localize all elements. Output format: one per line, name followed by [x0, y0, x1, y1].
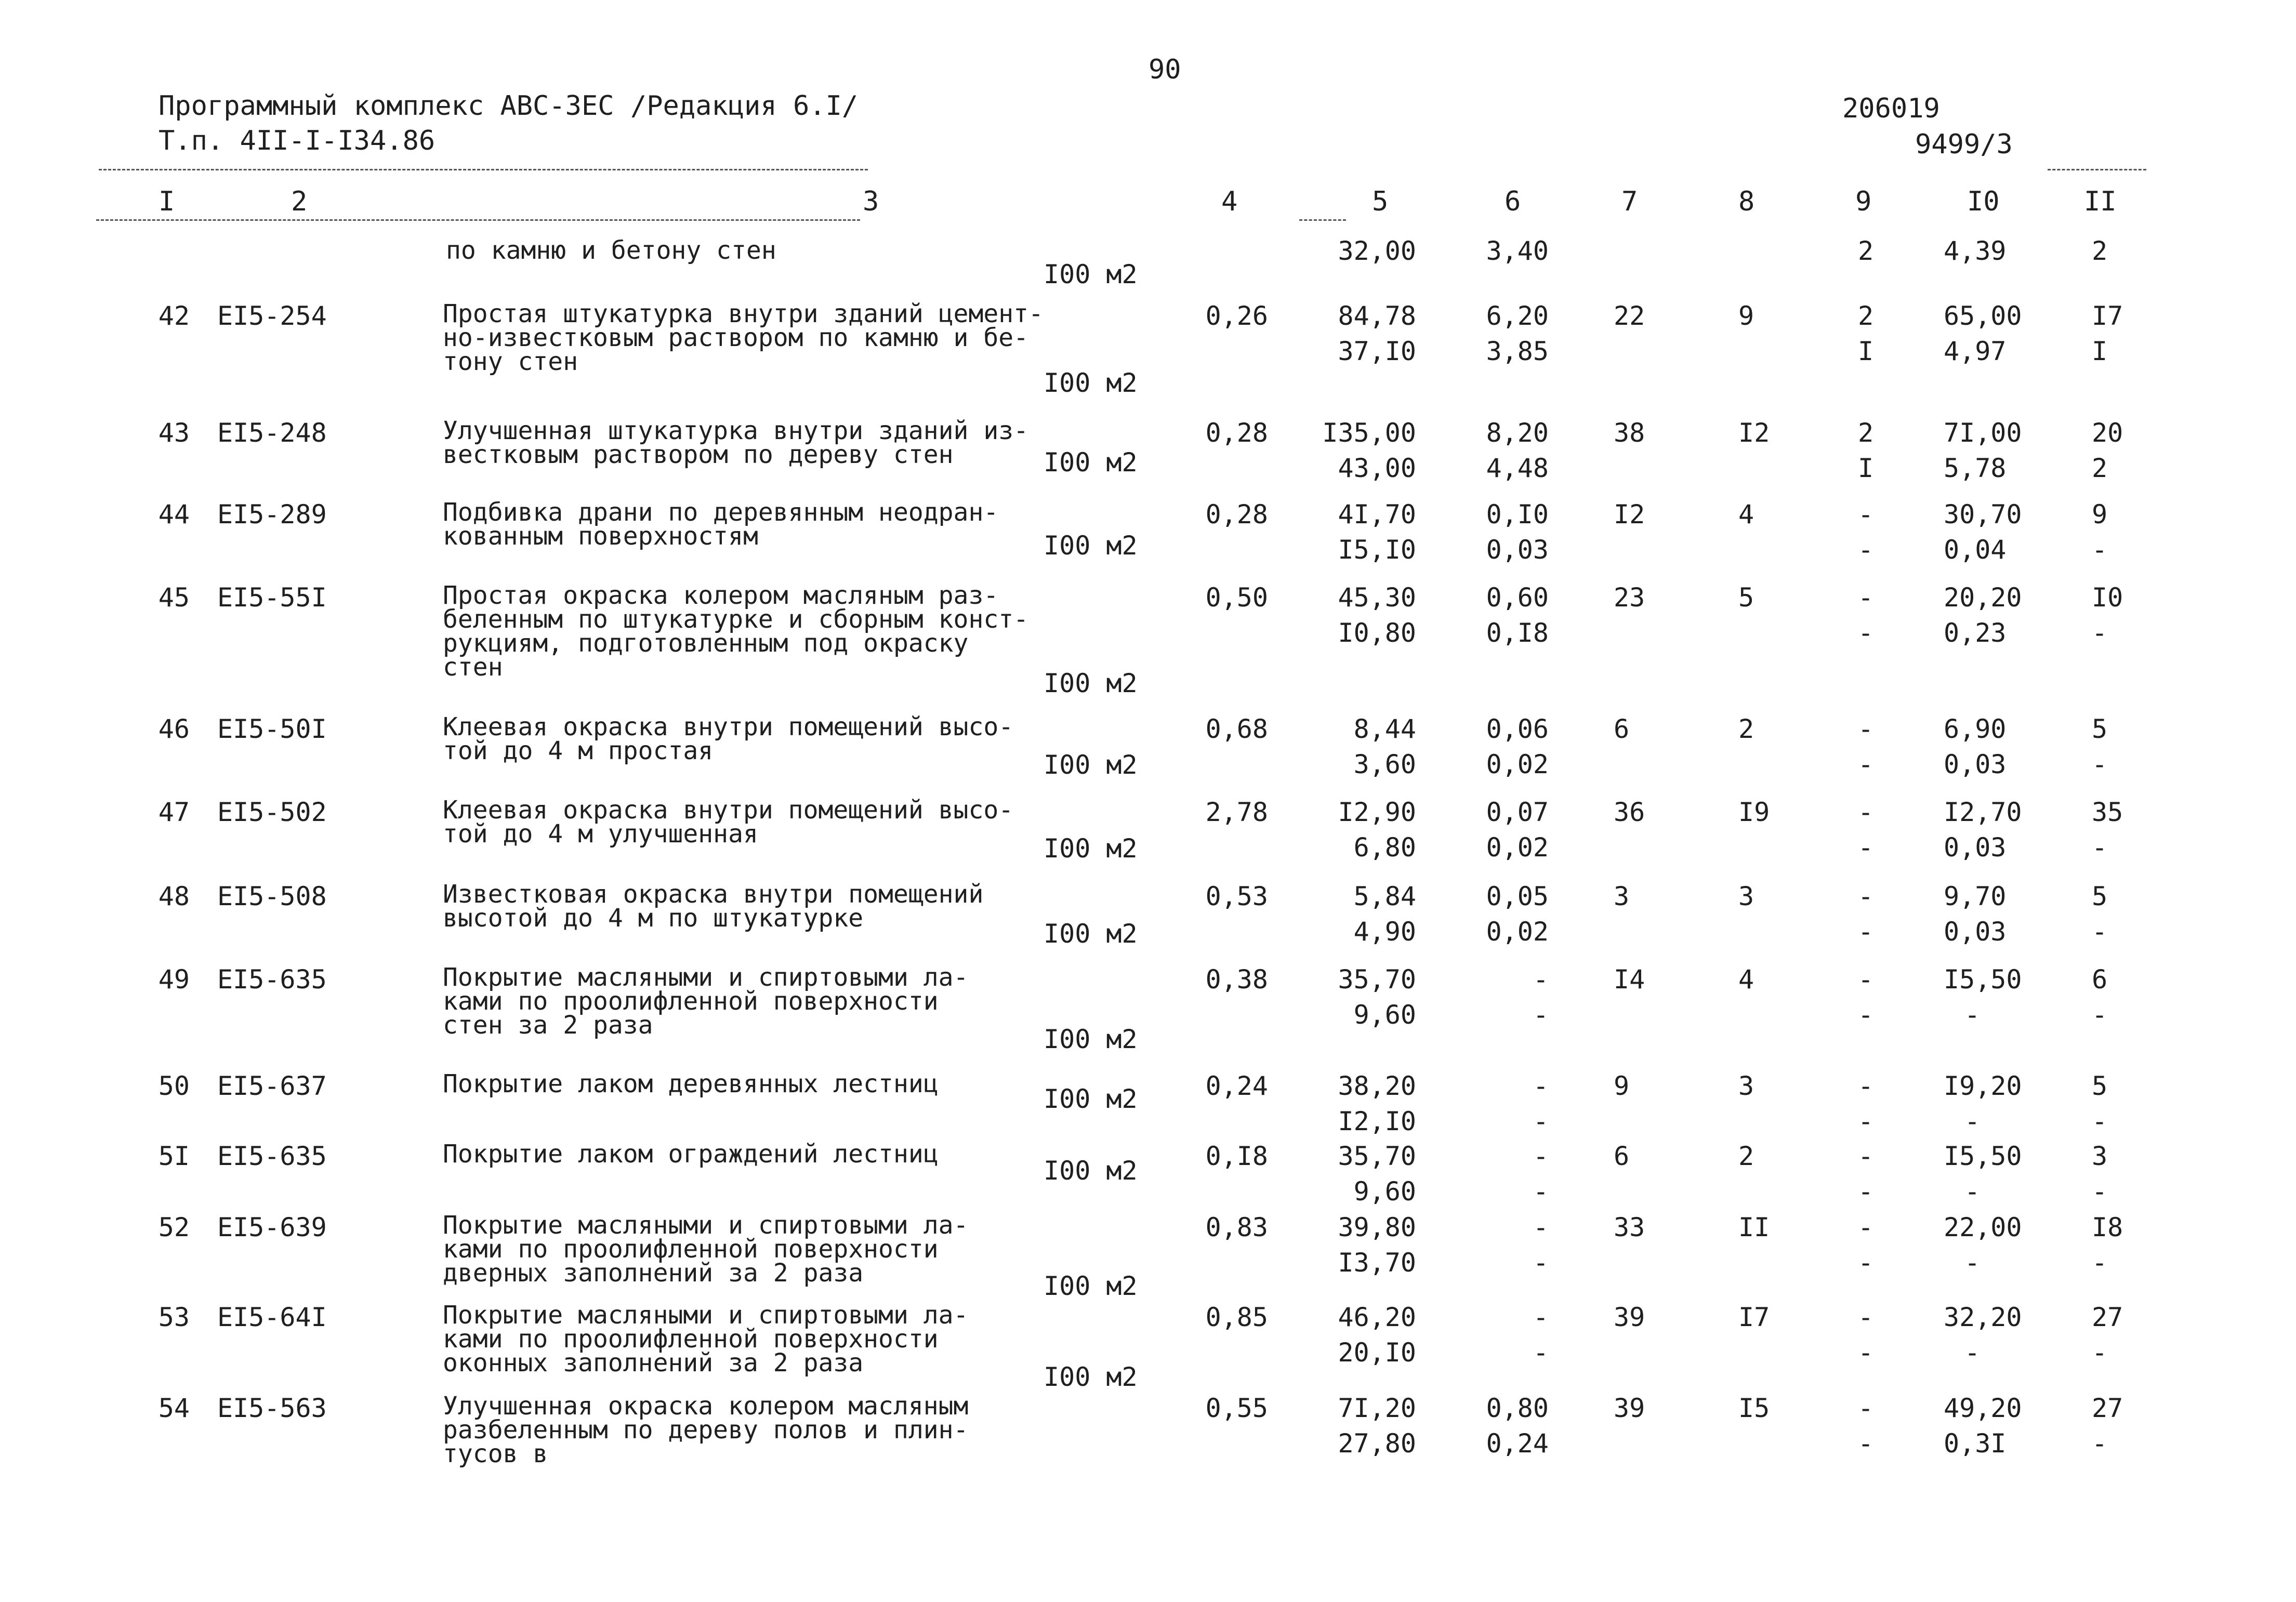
row-number: 49 — [158, 964, 190, 995]
program-title: Программный комплекс АВС-ЗЕС /Редакция 6.I/ — [159, 90, 859, 122]
row-unit: I00 м2 — [1044, 531, 1138, 561]
row-c11: - — [2092, 749, 2108, 779]
row-c10: 5,78 — [1944, 453, 2007, 483]
row-c6: - — [1533, 1338, 1549, 1368]
row-c9: - — [1858, 1071, 1874, 1101]
row-c11: - — [2092, 1338, 2108, 1368]
row-c11: - — [2092, 1176, 2108, 1207]
row-c9: - — [1858, 1141, 1874, 1171]
row-c11: 20 — [2092, 418, 2123, 448]
row-c6: 0,07 — [1486, 797, 1549, 827]
row-c11: 6 — [2092, 964, 2108, 995]
row-c10: 0,03 — [1944, 749, 2007, 779]
row-c4: 0,28 — [1205, 418, 1268, 448]
row-c11: I0 — [2092, 582, 2123, 613]
continuation-description: по камню и бетону стен — [446, 236, 776, 265]
row-c10: 65,00 — [1944, 301, 2022, 331]
row-c11: I — [2092, 336, 2108, 366]
column-header-6: 6 — [1505, 186, 1521, 217]
row-c9: - — [1858, 797, 1874, 827]
row-c7: 38 — [1614, 418, 1645, 448]
row-description: Известковая окраска внутри помещений высотой до 4 м по штукатурке — [443, 880, 984, 933]
row-c10: 6,90 — [1944, 714, 2007, 744]
row-c10: I9,20 — [1944, 1071, 2022, 1101]
row-c8: 4 — [1738, 964, 1754, 995]
column-header-9: 9 — [1855, 186, 1872, 217]
row-c11: 5 — [2092, 881, 2108, 911]
row-c9: - — [1858, 582, 1874, 613]
row-c10: 9,70 — [1944, 881, 2007, 911]
continuation-unit: I00 м2 — [1044, 259, 1138, 289]
row-number: 43 — [158, 418, 190, 448]
row-number: 45 — [158, 582, 190, 613]
row-c10: 4,97 — [1944, 336, 2007, 366]
row-c10: 22,00 — [1944, 1212, 2022, 1242]
row-c5: 4I,70 — [1338, 499, 1416, 529]
row-unit: I00 м2 — [1044, 447, 1138, 478]
row-c9: - — [1858, 1176, 1874, 1207]
row-c9: 2 — [1858, 418, 1874, 448]
row-description: Покрытие масляными и спиртовыми ла- ками по проолифленной поверхности дверных заполнений за 2 раза — [443, 1211, 969, 1288]
row-c8: I5 — [1738, 1393, 1770, 1423]
row-number: 54 — [158, 1393, 190, 1423]
row-c11: - — [2092, 618, 2108, 648]
row-description: Простая штукатурка внутри зданий цемент- но-известковым раствором по камню и бе- тону стен — [443, 299, 1044, 376]
row-c6: - — [1533, 964, 1549, 995]
row-c5: 37,I0 — [1338, 336, 1416, 366]
row-c9: - — [1858, 1000, 1874, 1030]
row-number: 42 — [158, 301, 190, 331]
row-code: EI5-635 — [217, 1141, 327, 1171]
row-c5: I35,00 — [1322, 418, 1416, 448]
row-c11: I7 — [2092, 301, 2123, 331]
row-unit: I00 м2 — [1044, 1362, 1138, 1392]
row-c4: 0,83 — [1205, 1212, 1268, 1242]
row-c9: - — [1858, 1248, 1874, 1278]
row-c7: 39 — [1614, 1393, 1645, 1423]
row-c5: 9,60 — [1353, 1176, 1416, 1207]
row-c6: 4,48 — [1486, 453, 1549, 483]
row-number: 48 — [158, 881, 190, 911]
row-c9: - — [1858, 1212, 1874, 1242]
row-c10: 0,03 — [1944, 832, 2007, 863]
row-description: Простая окраска колером масляным раз- беленным по штукатурке и сборным конст- рукциям, подготовленным под окраску стен — [443, 581, 1029, 682]
row-c4: 0,28 — [1205, 499, 1268, 529]
row-c6: - — [1533, 1141, 1549, 1171]
row-c9: - — [1858, 964, 1874, 995]
row-c6: 0,02 — [1486, 832, 1549, 863]
row-c8: I7 — [1738, 1302, 1770, 1332]
page-number: 90 — [1149, 54, 1181, 85]
row-c4: 0,26 — [1205, 301, 1268, 331]
row-c7: 36 — [1614, 797, 1645, 827]
row-c10: 0,23 — [1944, 618, 2007, 648]
row-number: 53 — [158, 1302, 190, 1332]
row-c8: 3 — [1738, 881, 1754, 911]
row-c6: 3,85 — [1486, 336, 1549, 366]
row-code: EI5-502 — [217, 797, 327, 827]
row-c6: 0,80 — [1486, 1393, 1549, 1423]
column-header-11: II — [2084, 186, 2117, 217]
column-header-1: I — [159, 186, 175, 217]
row-c5: 6,80 — [1353, 832, 1416, 863]
row-c7: I4 — [1614, 964, 1645, 995]
row-c6: 0,03 — [1486, 535, 1549, 565]
row-code: EI5-508 — [217, 881, 327, 911]
row-c11: I8 — [2092, 1212, 2123, 1242]
row-c7: 39 — [1614, 1302, 1645, 1332]
column-header-4: 4 — [1221, 186, 1238, 217]
row-c11: 5 — [2092, 1071, 2108, 1101]
row-c8: 3 — [1738, 1071, 1754, 1101]
header-rule-top-right — [2048, 169, 2146, 170]
row-c6: - — [1533, 1106, 1549, 1136]
row-c7: 23 — [1614, 582, 1645, 613]
column-header-10: I0 — [1967, 186, 2000, 217]
row-description: Улучшенная штукатурка внутри зданий из- вестковым раствором по дереву стен — [443, 416, 1029, 469]
row-c6: - — [1533, 1176, 1549, 1207]
row-c5: I5,I0 — [1338, 535, 1416, 565]
row-c10: I5,50 — [1944, 1141, 2022, 1171]
row-c6: - — [1533, 1000, 1549, 1030]
continuation-c9: 2 — [1858, 236, 1874, 266]
row-unit: I00 м2 — [1044, 668, 1138, 698]
row-c4: 0,53 — [1205, 881, 1268, 911]
row-c5: 7I,20 — [1338, 1393, 1416, 1423]
row-c11: 3 — [2092, 1141, 2108, 1171]
row-c9: - — [1858, 917, 1874, 947]
row-c7: 6 — [1614, 714, 1630, 744]
row-number: 5I — [158, 1141, 190, 1171]
row-description: Покрытие масляными и спиртовыми ла- ками по проолифленной поверхности стен за 2 раза — [443, 963, 969, 1040]
row-c5: I0,80 — [1338, 618, 1416, 648]
row-unit: I00 м2 — [1044, 1024, 1138, 1054]
row-c7: 9 — [1614, 1071, 1630, 1101]
row-unit: I00 м2 — [1044, 1271, 1138, 1301]
row-c9: - — [1858, 499, 1874, 529]
row-description: Клеевая окраска внутри помещений высо- той до 4 м простая — [443, 712, 1014, 765]
row-c5: 43,00 — [1338, 453, 1416, 483]
row-c11: 5 — [2092, 714, 2108, 744]
header-rule-bottom-5 — [1299, 219, 1346, 221]
row-description: Покрытие лаком ограждений лестниц — [443, 1140, 939, 1169]
row-number: 44 — [158, 499, 190, 529]
row-c11: 35 — [2092, 797, 2123, 827]
row-c5: I3,70 — [1338, 1248, 1416, 1278]
row-code: EI5-55I — [217, 582, 327, 613]
row-c11: 2 — [2092, 453, 2108, 483]
row-c11: - — [2092, 535, 2108, 565]
row-description: Улучшенная окраска колером масляным разбеленным по дереву полов и плин- тусов в — [443, 1392, 969, 1468]
row-c6: 0,24 — [1486, 1428, 1549, 1459]
row-c8: II — [1738, 1212, 1770, 1242]
row-c6: - — [1533, 1248, 1549, 1278]
row-c6: 0,02 — [1486, 749, 1549, 779]
row-c4: 0,I8 — [1205, 1141, 1268, 1171]
row-unit: I00 м2 — [1044, 750, 1138, 780]
row-c8: I9 — [1738, 797, 1770, 827]
row-c5: 27,80 — [1338, 1428, 1416, 1459]
row-c6: 0,I8 — [1486, 618, 1549, 648]
row-c9: I — [1858, 336, 1874, 366]
row-code: EI5-563 — [217, 1393, 327, 1423]
row-c5: 9,60 — [1353, 1000, 1416, 1030]
row-c10: 49,20 — [1944, 1393, 2022, 1423]
row-code: EI5-254 — [217, 301, 327, 331]
row-c11: - — [2092, 1248, 2108, 1278]
column-header-7: 7 — [1621, 186, 1638, 217]
row-c5: 45,30 — [1338, 582, 1416, 613]
row-number: 46 — [158, 714, 190, 744]
row-c9: - — [1858, 881, 1874, 911]
row-c4: 2,78 — [1205, 797, 1268, 827]
row-c10: - — [1964, 1106, 1981, 1136]
row-c8: 5 — [1738, 582, 1754, 613]
row-c6: 0,06 — [1486, 714, 1549, 744]
row-code: EI5-289 — [217, 499, 327, 529]
row-c11: 9 — [2092, 499, 2108, 529]
row-c4: 0,24 — [1205, 1071, 1268, 1101]
header-rule-top — [99, 169, 868, 170]
row-c5: 8,44 — [1353, 714, 1416, 744]
row-c10: 30,70 — [1944, 499, 2022, 529]
row-c10: - — [1964, 1176, 1981, 1207]
row-unit: I00 м2 — [1044, 833, 1138, 864]
row-c7: 6 — [1614, 1141, 1630, 1171]
row-c5: 46,20 — [1338, 1302, 1416, 1332]
row-c9: - — [1858, 1428, 1874, 1459]
row-c5: I2,I0 — [1338, 1106, 1416, 1136]
row-c11: - — [2092, 917, 2108, 947]
row-c5: 20,I0 — [1338, 1338, 1416, 1368]
row-c11: - — [2092, 1000, 2108, 1030]
row-c7: 33 — [1614, 1212, 1645, 1242]
row-c9: - — [1858, 749, 1874, 779]
row-c8: 4 — [1738, 499, 1754, 529]
row-description: Подбивка драни по деревянным неодран- кованным поверхностям — [443, 498, 999, 551]
row-c10: - — [1964, 1000, 1981, 1030]
row-code: EI5-64I — [217, 1302, 327, 1332]
row-c5: I2,90 — [1338, 797, 1416, 827]
row-code: EI5-248 — [217, 418, 327, 448]
row-c8: 2 — [1738, 714, 1754, 744]
row-c7: 3 — [1614, 881, 1630, 911]
row-c9: - — [1858, 618, 1874, 648]
row-c5: 38,20 — [1338, 1071, 1416, 1101]
row-code: EI5-637 — [217, 1071, 327, 1101]
row-c10: - — [1964, 1338, 1981, 1368]
row-description: Клеевая окраска внутри помещений высо- той до 4 м улучшенная — [443, 796, 1014, 849]
row-c10: 20,20 — [1944, 582, 2022, 613]
continuation-c6: 3,40 — [1486, 236, 1549, 266]
row-description: Покрытие масляными и спиртовыми ла- ками по проолифленной поверхности оконных заполнений за 2 раза — [443, 1301, 969, 1378]
row-c9: - — [1858, 714, 1874, 744]
row-code: EI5-635 — [217, 964, 327, 995]
row-unit: I00 м2 — [1044, 368, 1138, 398]
row-unit: I00 м2 — [1044, 1156, 1138, 1186]
document-code: 206019 — [1842, 93, 1940, 124]
row-c4: 0,50 — [1205, 582, 1268, 613]
row-code: EI5-50I — [217, 714, 327, 744]
row-description: Покрытие лаком деревянных лестниц — [443, 1069, 939, 1098]
column-header-2: 2 — [291, 186, 308, 217]
row-c5: 35,70 — [1338, 964, 1416, 995]
row-c10: 7I,00 — [1944, 418, 2022, 448]
column-header-3: 3 — [863, 186, 879, 217]
row-c6: 0,I0 — [1486, 499, 1549, 529]
row-c11: 27 — [2092, 1302, 2123, 1332]
row-c6: 6,20 — [1486, 301, 1549, 331]
row-c11: - — [2092, 832, 2108, 863]
row-c9: - — [1858, 1302, 1874, 1332]
column-header-5: 5 — [1372, 186, 1389, 217]
row-c10: 32,20 — [1944, 1302, 2022, 1332]
row-c10: 0,3I — [1944, 1428, 2007, 1459]
row-c6: - — [1533, 1302, 1549, 1332]
row-c8: I2 — [1738, 418, 1770, 448]
row-c5: 39,80 — [1338, 1212, 1416, 1242]
continuation-c5: 32,00 — [1338, 236, 1416, 266]
row-c9: - — [1858, 832, 1874, 863]
continuation-c11: 2 — [2092, 236, 2108, 266]
row-unit: I00 м2 — [1044, 919, 1138, 949]
row-code: EI5-639 — [217, 1212, 327, 1242]
row-c7: 22 — [1614, 301, 1645, 331]
row-c5: 4,90 — [1353, 917, 1416, 947]
column-header-8: 8 — [1738, 186, 1755, 217]
row-c9: I — [1858, 453, 1874, 483]
row-c6: 0,60 — [1486, 582, 1549, 613]
row-number: 50 — [158, 1071, 190, 1101]
row-c7: I2 — [1614, 499, 1645, 529]
row-number: 52 — [158, 1212, 190, 1242]
row-c9: - — [1858, 1393, 1874, 1423]
row-c10: I2,70 — [1944, 797, 2022, 827]
row-c9: - — [1858, 1106, 1874, 1136]
row-c4: 0,68 — [1205, 714, 1268, 744]
row-c11: - — [2092, 1106, 2108, 1136]
row-c11: 27 — [2092, 1393, 2123, 1423]
row-c10: I5,50 — [1944, 964, 2022, 995]
row-c9: 2 — [1858, 301, 1874, 331]
continuation-c10: 4,39 — [1944, 236, 2007, 266]
row-c4: 0,55 — [1205, 1393, 1268, 1423]
row-c10: 0,04 — [1944, 535, 2007, 565]
row-unit: I00 м2 — [1044, 1084, 1138, 1114]
row-c5: 35,70 — [1338, 1141, 1416, 1171]
row-c6: 0,02 — [1486, 917, 1549, 947]
row-c4: 0,85 — [1205, 1302, 1268, 1332]
row-c11: - — [2092, 1428, 2108, 1459]
row-c6: 8,20 — [1486, 418, 1549, 448]
header-rule-bottom — [96, 219, 860, 221]
row-c10: - — [1964, 1248, 1981, 1278]
row-c9: - — [1858, 535, 1874, 565]
row-c6: - — [1533, 1071, 1549, 1101]
row-c10: 0,03 — [1944, 917, 2007, 947]
document-sheet: 9499/3 — [1915, 129, 2013, 160]
project-number: Т.п. 4II-I-I34.86 — [159, 125, 436, 156]
row-c5: 84,78 — [1338, 301, 1416, 331]
row-c4: 0,38 — [1205, 964, 1268, 995]
row-c6: 0,05 — [1486, 881, 1549, 911]
row-c8: 9 — [1738, 301, 1754, 331]
row-c5: 5,84 — [1353, 881, 1416, 911]
row-c5: 3,60 — [1353, 749, 1416, 779]
row-c9: - — [1858, 1338, 1874, 1368]
row-c8: 2 — [1738, 1141, 1754, 1171]
row-c6: - — [1533, 1212, 1549, 1242]
row-number: 47 — [158, 797, 190, 827]
